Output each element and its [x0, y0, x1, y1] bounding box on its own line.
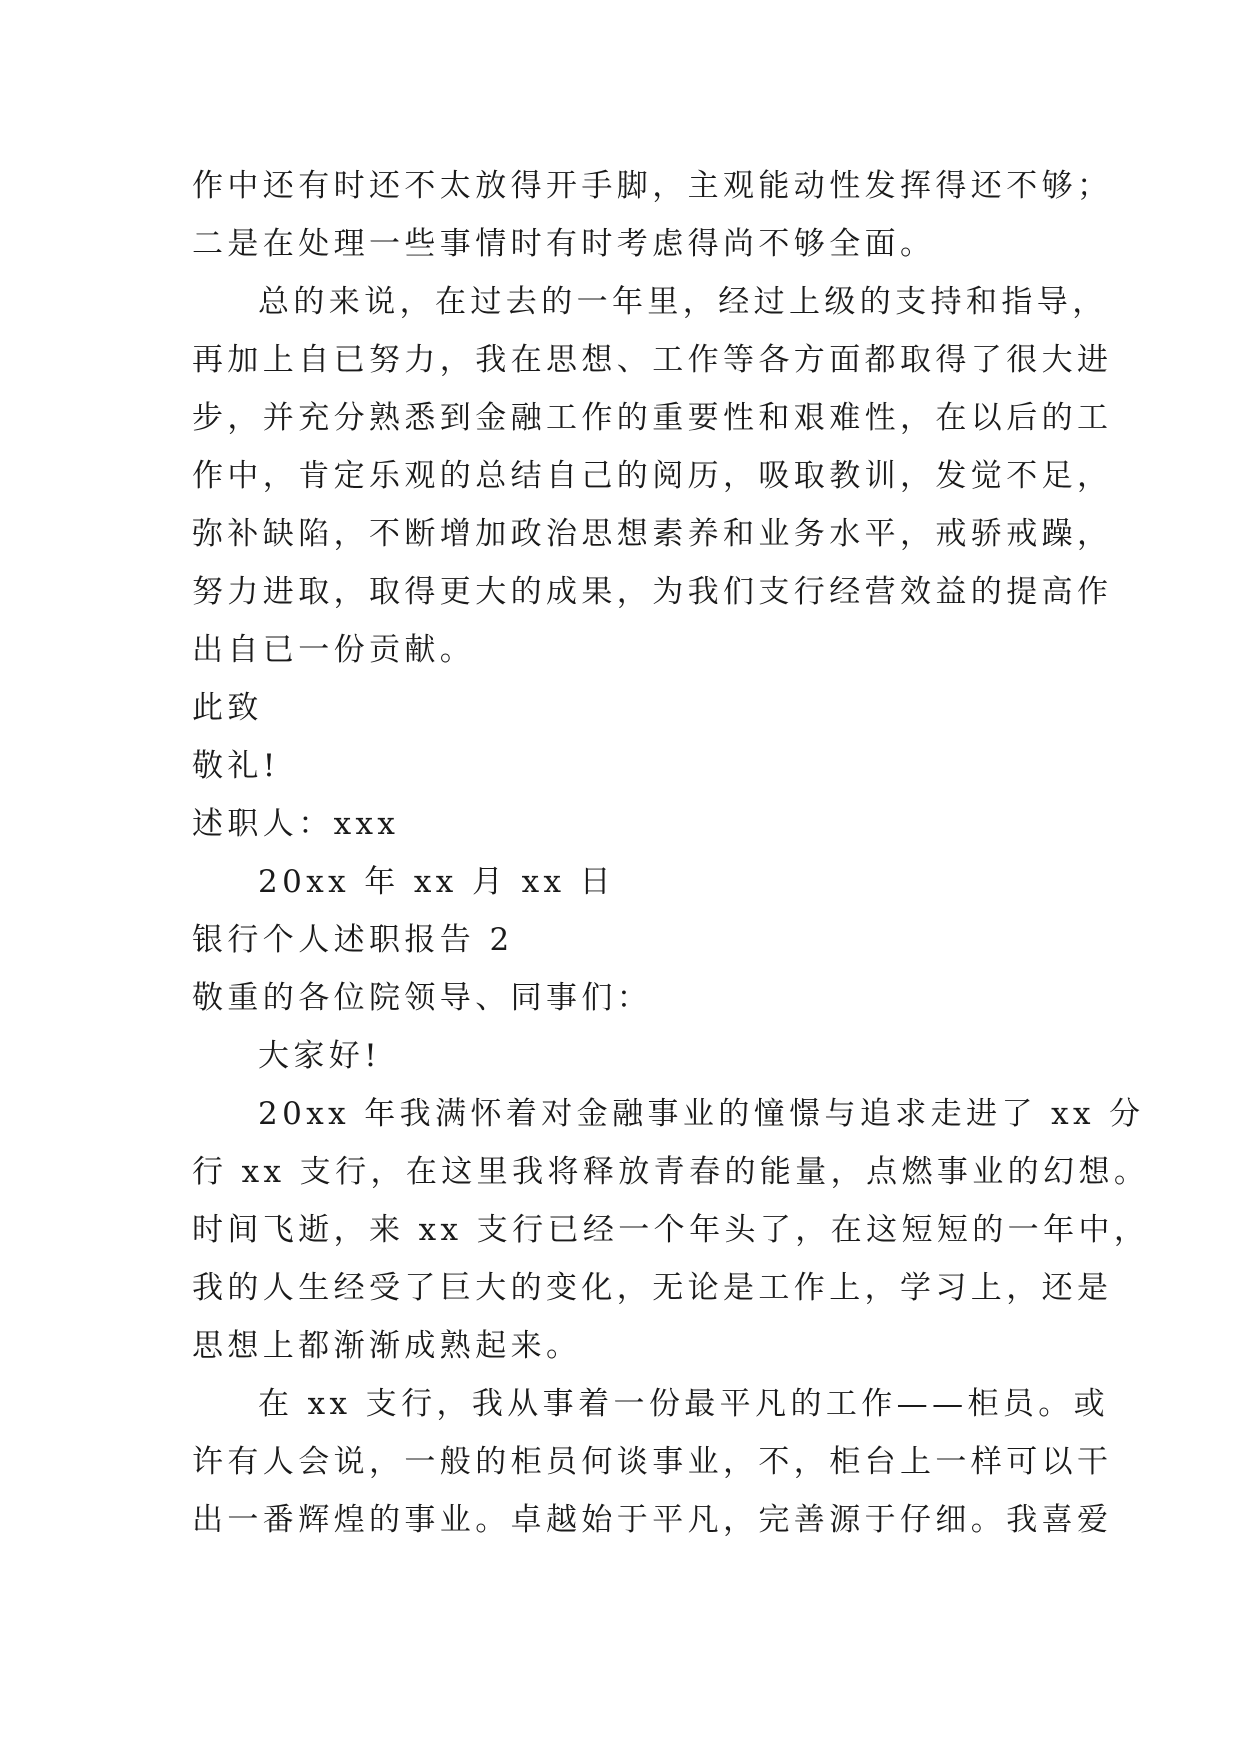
greeting: 大家好!: [258, 1038, 382, 1074]
body-text-line: 再加上自已努力，我在思想、工作等各方面都取得了很大进: [192, 342, 1113, 378]
body-text-line: 行 xx 支行，在这里我将释放青春的能量，点燃事业的幻想。: [192, 1154, 1150, 1190]
paragraph-first-line: 在 xx 支行，我从事着一份最平凡的工作——柜员。或: [258, 1386, 1110, 1422]
body-text-line: 弥补缺陷，不断增加政治思想素养和业务水平，戒骄戒躁，: [192, 516, 1113, 552]
signature-date: 20xx 年 xx 月 xx 日: [258, 864, 616, 900]
body-text-line: 出一番辉煌的事业。卓越始于平凡，完善源于仔细。我喜爱: [192, 1502, 1113, 1538]
body-text-line: 努力进取，取得更大的成果，为我们支行经营效益的提高作: [192, 574, 1113, 610]
greeting-addressee: 敬重的各位院领导、同事们：: [192, 980, 653, 1016]
signature-name: 述职人：xxx: [192, 806, 400, 842]
body-text-line: 时间飞逝，来 xx 支行已经一个年头了，在这短短的一年中，: [192, 1212, 1150, 1248]
body-text-line: 我的人生经受了巨大的变化，无论是工作上，学习上，还是: [192, 1270, 1113, 1306]
paragraph-first-line: 总的来说，在过去的一年里，经过上级的支持和指导，: [258, 284, 1108, 320]
closing-regards: 敬礼!: [192, 748, 280, 784]
report-title: 银行个人述职报告 2: [192, 922, 514, 958]
body-text-line: 出自已一份贡献。: [192, 632, 476, 668]
body-text-line: 步，并充分熟悉到金融工作的重要性和艰难性，在以后的工: [192, 400, 1113, 436]
body-text-line: 二是在处理一些事情时有时考虑得尚不够全面。: [192, 226, 936, 262]
body-text-line: 作中，肯定乐观的总结自己的阅历，吸取教训，发觉不足，: [192, 458, 1113, 494]
body-text-line: 思想上都渐渐成熟起来。: [192, 1328, 582, 1364]
body-text-line: 许有人会说，一般的柜员何谈事业，不，柜台上一样可以干: [192, 1444, 1113, 1480]
closing-salutation: 此致: [192, 690, 263, 726]
body-text-line: 作中还有时还不太放得开手脚，主观能动性发挥得还不够；: [192, 168, 1113, 204]
paragraph-first-line: 20xx 年我满怀着对金融事业的憧憬与追求走进了 xx 分: [258, 1096, 1145, 1132]
